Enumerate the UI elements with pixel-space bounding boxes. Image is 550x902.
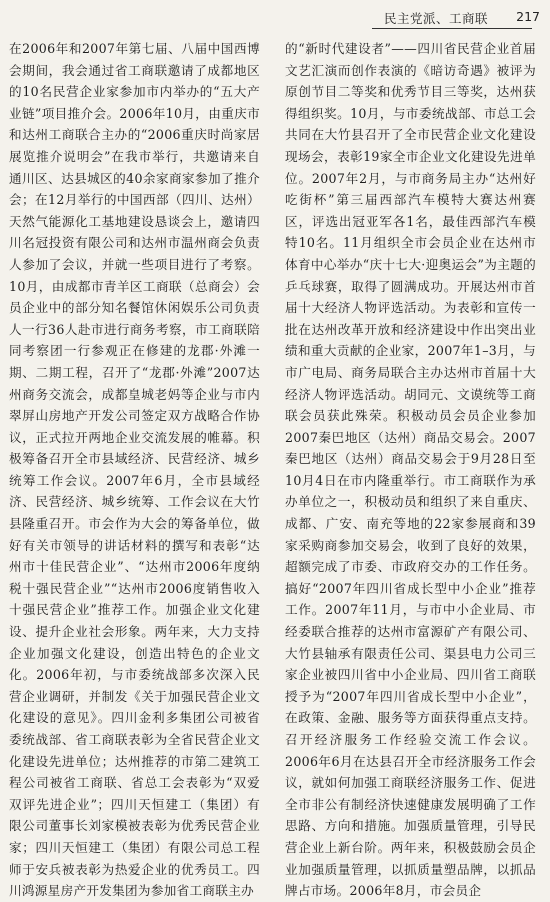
right-column-text: 的“新时代建设者”——四川省民营企业首届文艺汇演而创作表演的《暗访奇遇》被评为原创节目二等奖和优秀节目三等奖，达州获得组织奖。10月，与市委统战部、市总工会共同在大竹县召开了全市民营企业文化建设现场会，表彰19家全市企业文化建设先进单位。2007年2月，与市商务局主办“达州好吃街杯”第三届西部汽车模特大赛达州赛区，评选出冠亚军各1名，最佳西部汽车模特10名。11月组织全市会员企业在达州市体育中心举办“庆十七大·迎奥运会”为主题的乒乓球赛，取得了圆满成功。开展达州市首届十大经济人物评选活动。为表彰和宣传一批在达州改革开放和经济建设中作出突出业绩和重大贡献的企业家，2007年1–3月，与市广电局、商务局联合主办达州市首届十大经济人物评选活动。胡同元、文谟统等工商联会员获此殊荣。积极动员会员企业参加2007秦巴地区（达州）商品交易会。2007秦巴地区（达州）商品交易会于9月28日至10月4日在市内隆重举行。市工商联作为承办单位之一，积极动员和组织了来自重庆、成都、广安、南充等地的22家参展商和39家采购商参加交易会，收到了良好的效果，超额完成了市委、市政府交办的工作任务。搞好“2007年四川省成长型中小企业”推荐工作。2007年11月，与市中小企业局、市经委联合推荐的达州市富源矿产有限公司、大竹县轴承有限责任公司、渠县电力公司三家企业被四川省中小企业局、四川省工商联授予为“2007年四川省成长型中小企业”，在政策、金融、服务等方面获得重点支持。召开经济服务工作经验交流工作会议。2006年6月在达县召开全市经济服务工作会议，就如何加强工商联经济服务工作、促进全市非公有制经济快速健康发展明确了工作思路、方向和措施。加强质量管理，引导民营企业上新台阶。两年来，积极鼓励会员企业加强质量管理，以抓质量塑品牌，以抓品牌占市场。2006年8月，市会员企 (285, 41, 536, 899)
left-column (9, 38, 260, 902)
right-column (285, 38, 536, 902)
left-column-text: 在2006年和2007年第七届、八届中国西博会期间，我会通过省工商联邀请了成都地区的10名民营企业家参加市内举办的“五大产业链”项目推介会。2006年10月，由重庆市和达州工商联合主办的“2006重庆时尚家居展览推介说明会”在我市举行，共邀请来自通川区、达县城区的40余家商家参加了推介会；在12月举行的中国西部（四川、达州）天然气能源化工基地建设恳谈会上，邀请四川名冠投资有限公司和达州市温州商会负责人参加了会议，并就一些项目进行了考察。10月，由成都市青羊区工商联（总商会）会员企业中的部分知名餐馆休闲娱乐公司负责人一行36人赴市进行商务考察，市工商联陪同考察团一行参观正在修建的龙郡·外滩一期、二期工程，召开了“龙郡·外滩”2007达州商务交流会，成都皇城老妈等企业与市内翠屏山房地产开发公司签定双方战略合作协议，正式拉开两地企业交流发展的帷幕。积极筹备召开全市县域经济、民营经济、城乡统筹工作会议。2007年6月，全市县域经济、民营经济、城乡统筹、工作会议在大竹县隆重召开。市会作为大会的筹备单位，做好有关市领导的讲话材料的撰写和表彰“达州市十佳民营企业”、“达州市2006年度纳税十强民营企业”“达州市2006度销售收入十强民营企业”推荐工作。加强企业文化建设、提升企业社会形象。两年来，大力支持企业加强文化建设，创造出特色的企业文化。2006年初，与市委统战部多次深入民营企业调研，并制发《关于加强民营企业文化建设的意见》。四川金利多集团公司被省委统战部、省工商联表彰为全省民营企业文化建设先进单位；达州推荐的市第二建筑工程公司被省工商联、省总工会表彰为“双爱双评先进企业”；四川天恒建工（集团）有限公司董事长刘家模被表彰为优秀民营企业家；四川天恒建工（集团）有限公司总工程师于安兵被表彰为热爱企业的优秀员工。四川鸿源星房产开发集团为参加省工商联主办 (9, 41, 260, 899)
page-number: 217 (516, 9, 540, 24)
header-rule (372, 28, 532, 29)
section-title: 民主党派、工商联 (383, 11, 488, 26)
running-header (0, 0, 550, 34)
